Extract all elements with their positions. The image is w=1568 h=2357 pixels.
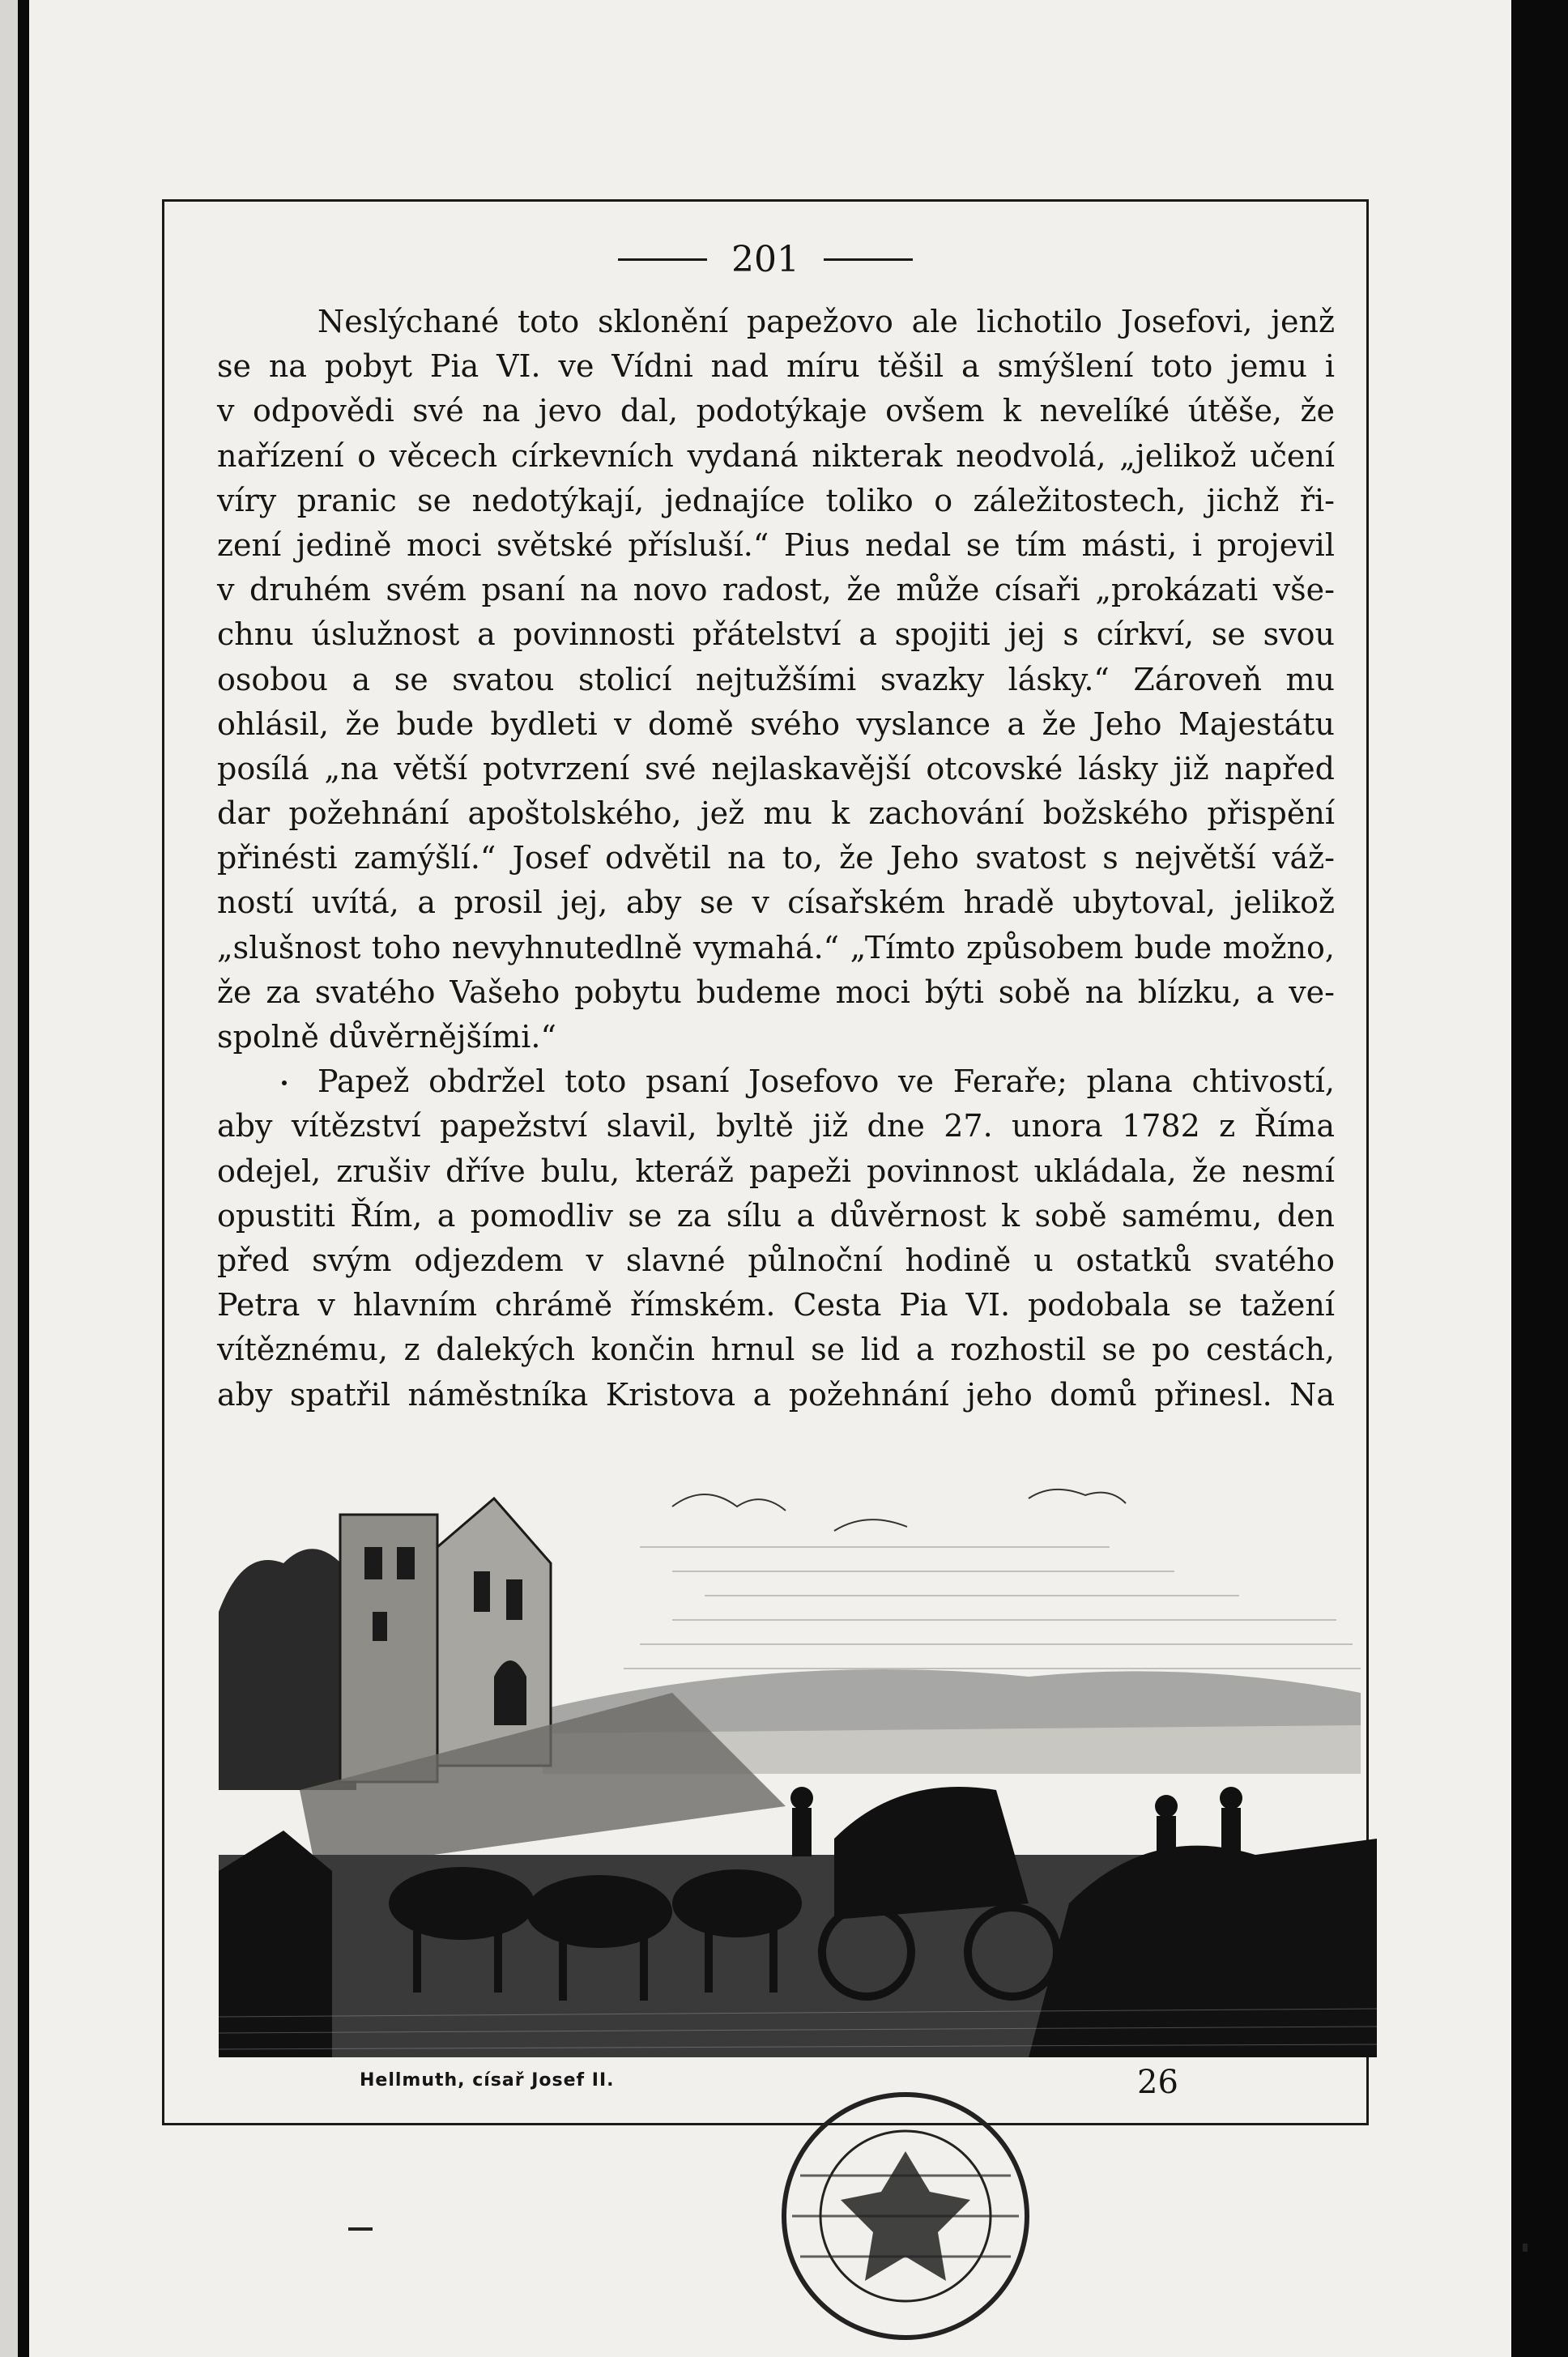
text-line: aby spatřil náměstníka Kristova a požehnání jeho domů přinesl. Na — [217, 1376, 1335, 1413]
text-line: víry pranic se nedotýkají, jednajíce toliko o záležitostech, jichž ři- — [217, 482, 1335, 518]
text-line: „slušnost toho nevyhnutedlně vymahá.“ „Tímto způsobem bude možno, — [217, 929, 1335, 965]
text-line: v druhém svém psaní na novo radost, že může císaři „prokázati vše- — [217, 572, 1335, 608]
header-rule-right — [824, 258, 913, 261]
text-line: spolně důvěrnějšími.“ — [217, 1019, 556, 1055]
signature-mark: 26 — [1137, 2064, 1178, 2101]
text-line: aby vítězství papežství slavil, byltě již dne 27. unora 1782 z Říma — [217, 1108, 1335, 1144]
text-line: osobou a se svatou stolicí nejtužšími svazky lásky.“ Zároveň mu — [217, 661, 1335, 697]
text-line: ností uvítá, a prosil jej, aby se v císařském hradě ubytoval, jelikož — [217, 884, 1335, 921]
text-line: nařízení o věcech církevních vydaná nikterak neodvolá, „jelikož učení — [217, 437, 1335, 474]
text-line: zení jedině moci světské přísluší.“ Pius nedal se tím másti, i projevil — [217, 526, 1335, 563]
engraving-illustration — [219, 1450, 1377, 2057]
left-page-edge — [0, 0, 18, 2357]
text-line: vítěznému, z dalekých končin hrnul se lid a rozhostil se po cestách, — [217, 1332, 1335, 1368]
text-line: posílá „na větší potvrzení své nejlaskavější otcovské lásky již napřed — [217, 750, 1335, 786]
ink-dash — [348, 2227, 373, 2231]
text-line: dar požehnání apoštolského, jež mu k zachování božského přispění — [217, 795, 1335, 832]
text-line: přinésti zamýšlí.“ Josef odvětil na to, že Jeho svatost s největší váž- — [217, 840, 1335, 876]
page-header — [162, 235, 1369, 283]
text-line: před svým odjezdem v slavné půlnoční hodině u ostatků svatého — [217, 1242, 1335, 1278]
text-line: chnu úslužnost a povinnosti přátelství a spojiti jej s církví, se svou — [217, 616, 1335, 653]
footer-imprint: Hellmuth, císař Josef II. — [360, 2070, 615, 2091]
page-number: 201 — [731, 238, 799, 280]
text-line: že za svatého Vašeho pobytu budeme moci býti sobě na blízku, a ve- — [217, 974, 1335, 1010]
header-rule-left — [618, 258, 707, 261]
text-line: v odpovědi své na jevo dal, podotýkaje ovšem k nevelíké útěše, že — [217, 393, 1335, 429]
gutter-shadow — [18, 0, 29, 2357]
text-line: opustiti Řím, a pomodliv se za sílu a důvěrnost k sobě samému, den — [217, 1197, 1335, 1234]
text-line: Neslýchané toto sklonění papežovo ale lichotilo Josefovi, jenž — [317, 304, 1335, 339]
library-stamp — [768, 2078, 1043, 2354]
text-line: Papež obdržel toto psaní Josefovo ve Feraře; plana chtivostí, — [217, 1059, 1335, 1104]
ink-spot — [1523, 2244, 1528, 2252]
text-line: se na pobyt Pia VI. ve Vídni nad míru těšil a smýšlení toto jemu i — [217, 348, 1335, 385]
text-line: odejel, zrušiv dříve bulu, kteráž papeži povinnost ukládala, že nesmí — [217, 1153, 1335, 1189]
body-text — [217, 300, 1335, 1417]
text-line: Petra v hlavním chrámě římském. Cesta Pia VI. podobala se tažení — [217, 1287, 1335, 1323]
text-line: ohlásil, že bude bydleti v domě svého vyslance a že Jeho Majestátu — [217, 705, 1335, 742]
